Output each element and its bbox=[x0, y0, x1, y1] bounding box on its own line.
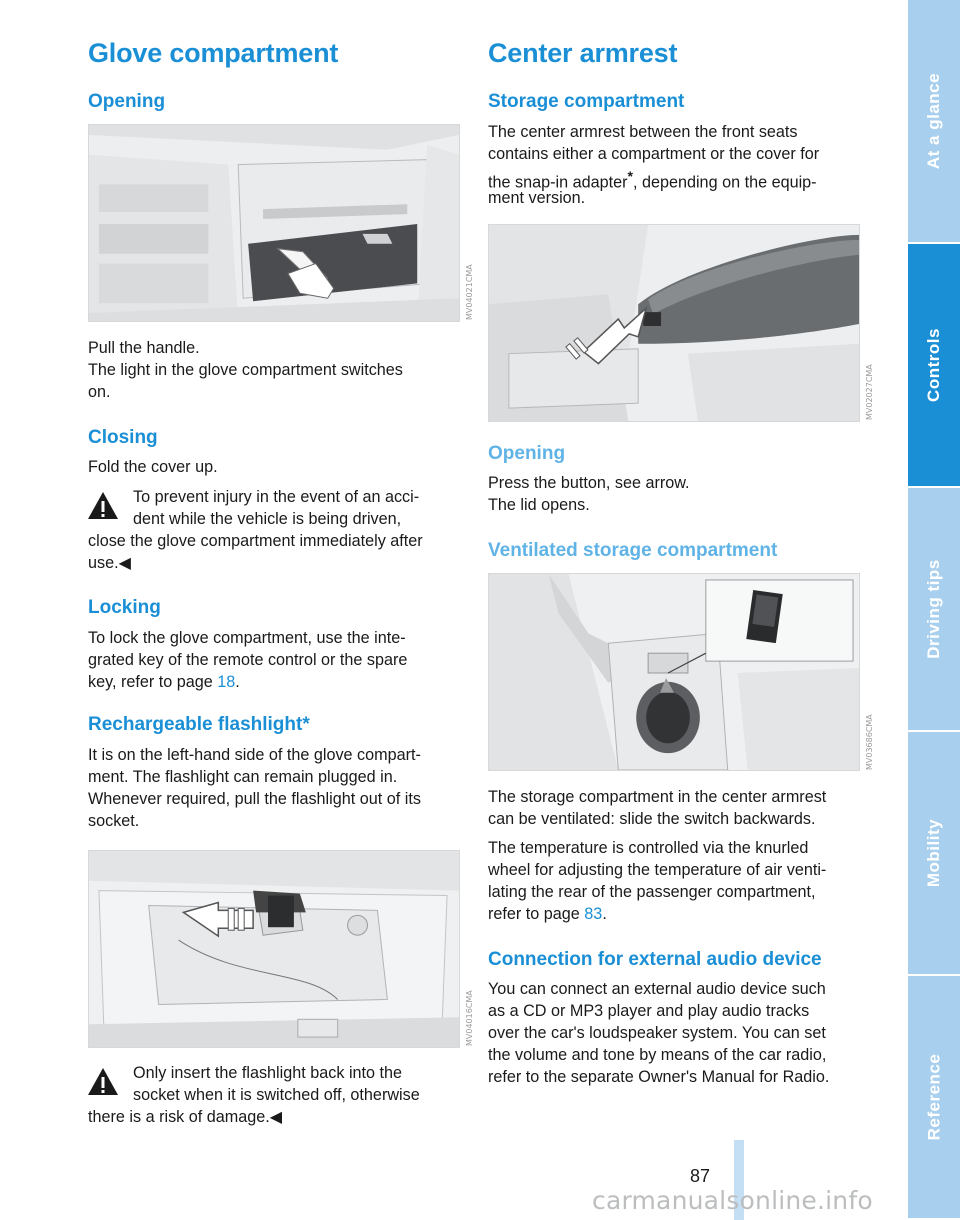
armrest-figure bbox=[488, 224, 860, 422]
flashlight-warning-1: Only insert the flashlight back into the bbox=[133, 1064, 403, 1082]
closing-warning-4: use.◀ bbox=[88, 554, 132, 572]
locking-heading: Locking bbox=[88, 597, 161, 618]
audio-text-4: the volume and tone by means of the car radio, bbox=[488, 1046, 827, 1064]
closing-warning-3: close the glove compartment immediately after bbox=[88, 532, 423, 550]
opening-text-2: The light in the glove compartment switches bbox=[88, 361, 403, 379]
page-number: 87 bbox=[690, 1166, 711, 1186]
flashlight-warning-3: there is a risk of damage.◀ bbox=[88, 1108, 283, 1126]
optional-equipment-star: * bbox=[627, 168, 633, 184]
closing-heading: Closing bbox=[88, 427, 158, 448]
glove-compartment-figure bbox=[88, 124, 460, 322]
audio-text-1: You can connect an external audio device such bbox=[488, 980, 826, 998]
storage-text-2: contains either a compartment or the cover for bbox=[488, 145, 820, 163]
flashlight-text-4: socket. bbox=[88, 812, 140, 830]
flashlight-heading: Rechargeable flashlight* bbox=[88, 714, 310, 735]
locking-text-3b: . bbox=[235, 673, 240, 691]
ventilated-storage-heading: Ventilated storage compartment bbox=[488, 540, 778, 561]
vent-text-3: The temperature is controlled via the knurled bbox=[488, 839, 809, 857]
warning-triangle-icon bbox=[86, 490, 120, 522]
audio-text-5: refer to the separate Owner's Manual for Radio. bbox=[488, 1068, 830, 1086]
page-link-83[interactable]: 83 bbox=[584, 905, 603, 923]
external-audio-heading: Connection for external audio device bbox=[488, 949, 822, 970]
opening-heading-left: Opening bbox=[88, 91, 166, 112]
storage-text-3b: , depending on the equip- bbox=[632, 173, 817, 192]
sidebar-tab-label: Driving tips bbox=[924, 559, 944, 659]
closing-warning-1: To prevent injury in the event of an acci- bbox=[133, 488, 420, 506]
storage-text-4: ment version. bbox=[488, 189, 586, 207]
figure-code-4: MV03686CMA bbox=[865, 714, 874, 770]
closing-text: Fold the cover up. bbox=[88, 458, 218, 476]
opening-text-1: Pull the handle. bbox=[88, 339, 200, 357]
figure-code-1: MV04021CMA bbox=[465, 264, 474, 320]
storage-text-3a: the snap-in adapter bbox=[488, 173, 628, 192]
opening-text-3: on. bbox=[88, 383, 111, 401]
center-armrest-title: Center armrest bbox=[488, 38, 678, 68]
flashlight-text-2: ment. The flashlight can remain plugged in. bbox=[88, 768, 398, 786]
locking-text-3 bbox=[88, 671, 240, 693]
locking-text-3a: key, refer to page bbox=[88, 673, 218, 691]
audio-text-2: as a CD or MP3 player and play audio tracks bbox=[488, 1002, 810, 1020]
sidebar-tab-controls[interactable] bbox=[908, 244, 960, 488]
watermark: carmanualsonline.info bbox=[592, 1186, 873, 1215]
locking-text-2: grated key of the remote control or the spare bbox=[88, 651, 408, 669]
audio-text-3: over the car's loudspeaker system. You can set bbox=[488, 1024, 826, 1042]
page-link-18[interactable]: 18 bbox=[217, 673, 236, 691]
right-opening-text-1: Press the button, see arrow. bbox=[488, 474, 690, 492]
opening-heading-right: Opening bbox=[488, 443, 566, 464]
sidebar-tab-label: Reference bbox=[924, 1053, 943, 1141]
locking-text-1: To lock the glove compartment, use the inte- bbox=[88, 629, 406, 647]
vent-text-2: can be ventilated: slide the switch backwards. bbox=[488, 810, 816, 828]
flashlight-figure bbox=[88, 850, 460, 1048]
sidebar-tab-label: Mobility bbox=[924, 818, 943, 888]
ventilated-storage-figure bbox=[488, 573, 860, 771]
flashlight-warning-2: socket when it is switched off, otherwise bbox=[133, 1086, 420, 1104]
figure-code-3: MV02027CMA bbox=[865, 364, 874, 420]
vent-text-5: lating the rear of the passenger compartment, bbox=[488, 883, 816, 901]
sidebar-tab-label: At a glance bbox=[924, 72, 944, 170]
glove-compartment-title: Glove compartment bbox=[88, 38, 339, 68]
vent-text-6a: refer to page bbox=[488, 905, 585, 923]
sidebar-tab-label: Controls bbox=[924, 328, 944, 402]
warning-triangle-icon bbox=[86, 1066, 120, 1098]
closing-warning-2: dent while the vehicle is being driven, bbox=[133, 510, 402, 528]
flashlight-text-3: Whenever required, pull the flashlight out of its bbox=[88, 790, 421, 808]
storage-compartment-heading: Storage compartment bbox=[488, 91, 685, 112]
storage-text-1: The center armrest between the front seats bbox=[488, 123, 798, 141]
flashlight-text-1: It is on the left-hand side of the glove compart- bbox=[88, 746, 421, 764]
sidebar-tab-mobility[interactable] bbox=[908, 732, 960, 976]
sidebar-tab-reference[interactable] bbox=[908, 976, 960, 1220]
sidebar-tab-driving-tips[interactable] bbox=[908, 488, 960, 732]
right-opening-text-2: The lid opens. bbox=[488, 496, 590, 514]
vent-text-4: wheel for adjusting the temperature of air venti- bbox=[488, 861, 827, 879]
sidebar-tab-at-a-glance[interactable] bbox=[908, 0, 960, 244]
figure-code-2: MV04016CMA bbox=[465, 990, 474, 1046]
vent-text-6 bbox=[488, 903, 607, 925]
vent-text-1: The storage compartment in the center armrest bbox=[488, 788, 827, 806]
vent-text-6b: . bbox=[602, 905, 607, 923]
